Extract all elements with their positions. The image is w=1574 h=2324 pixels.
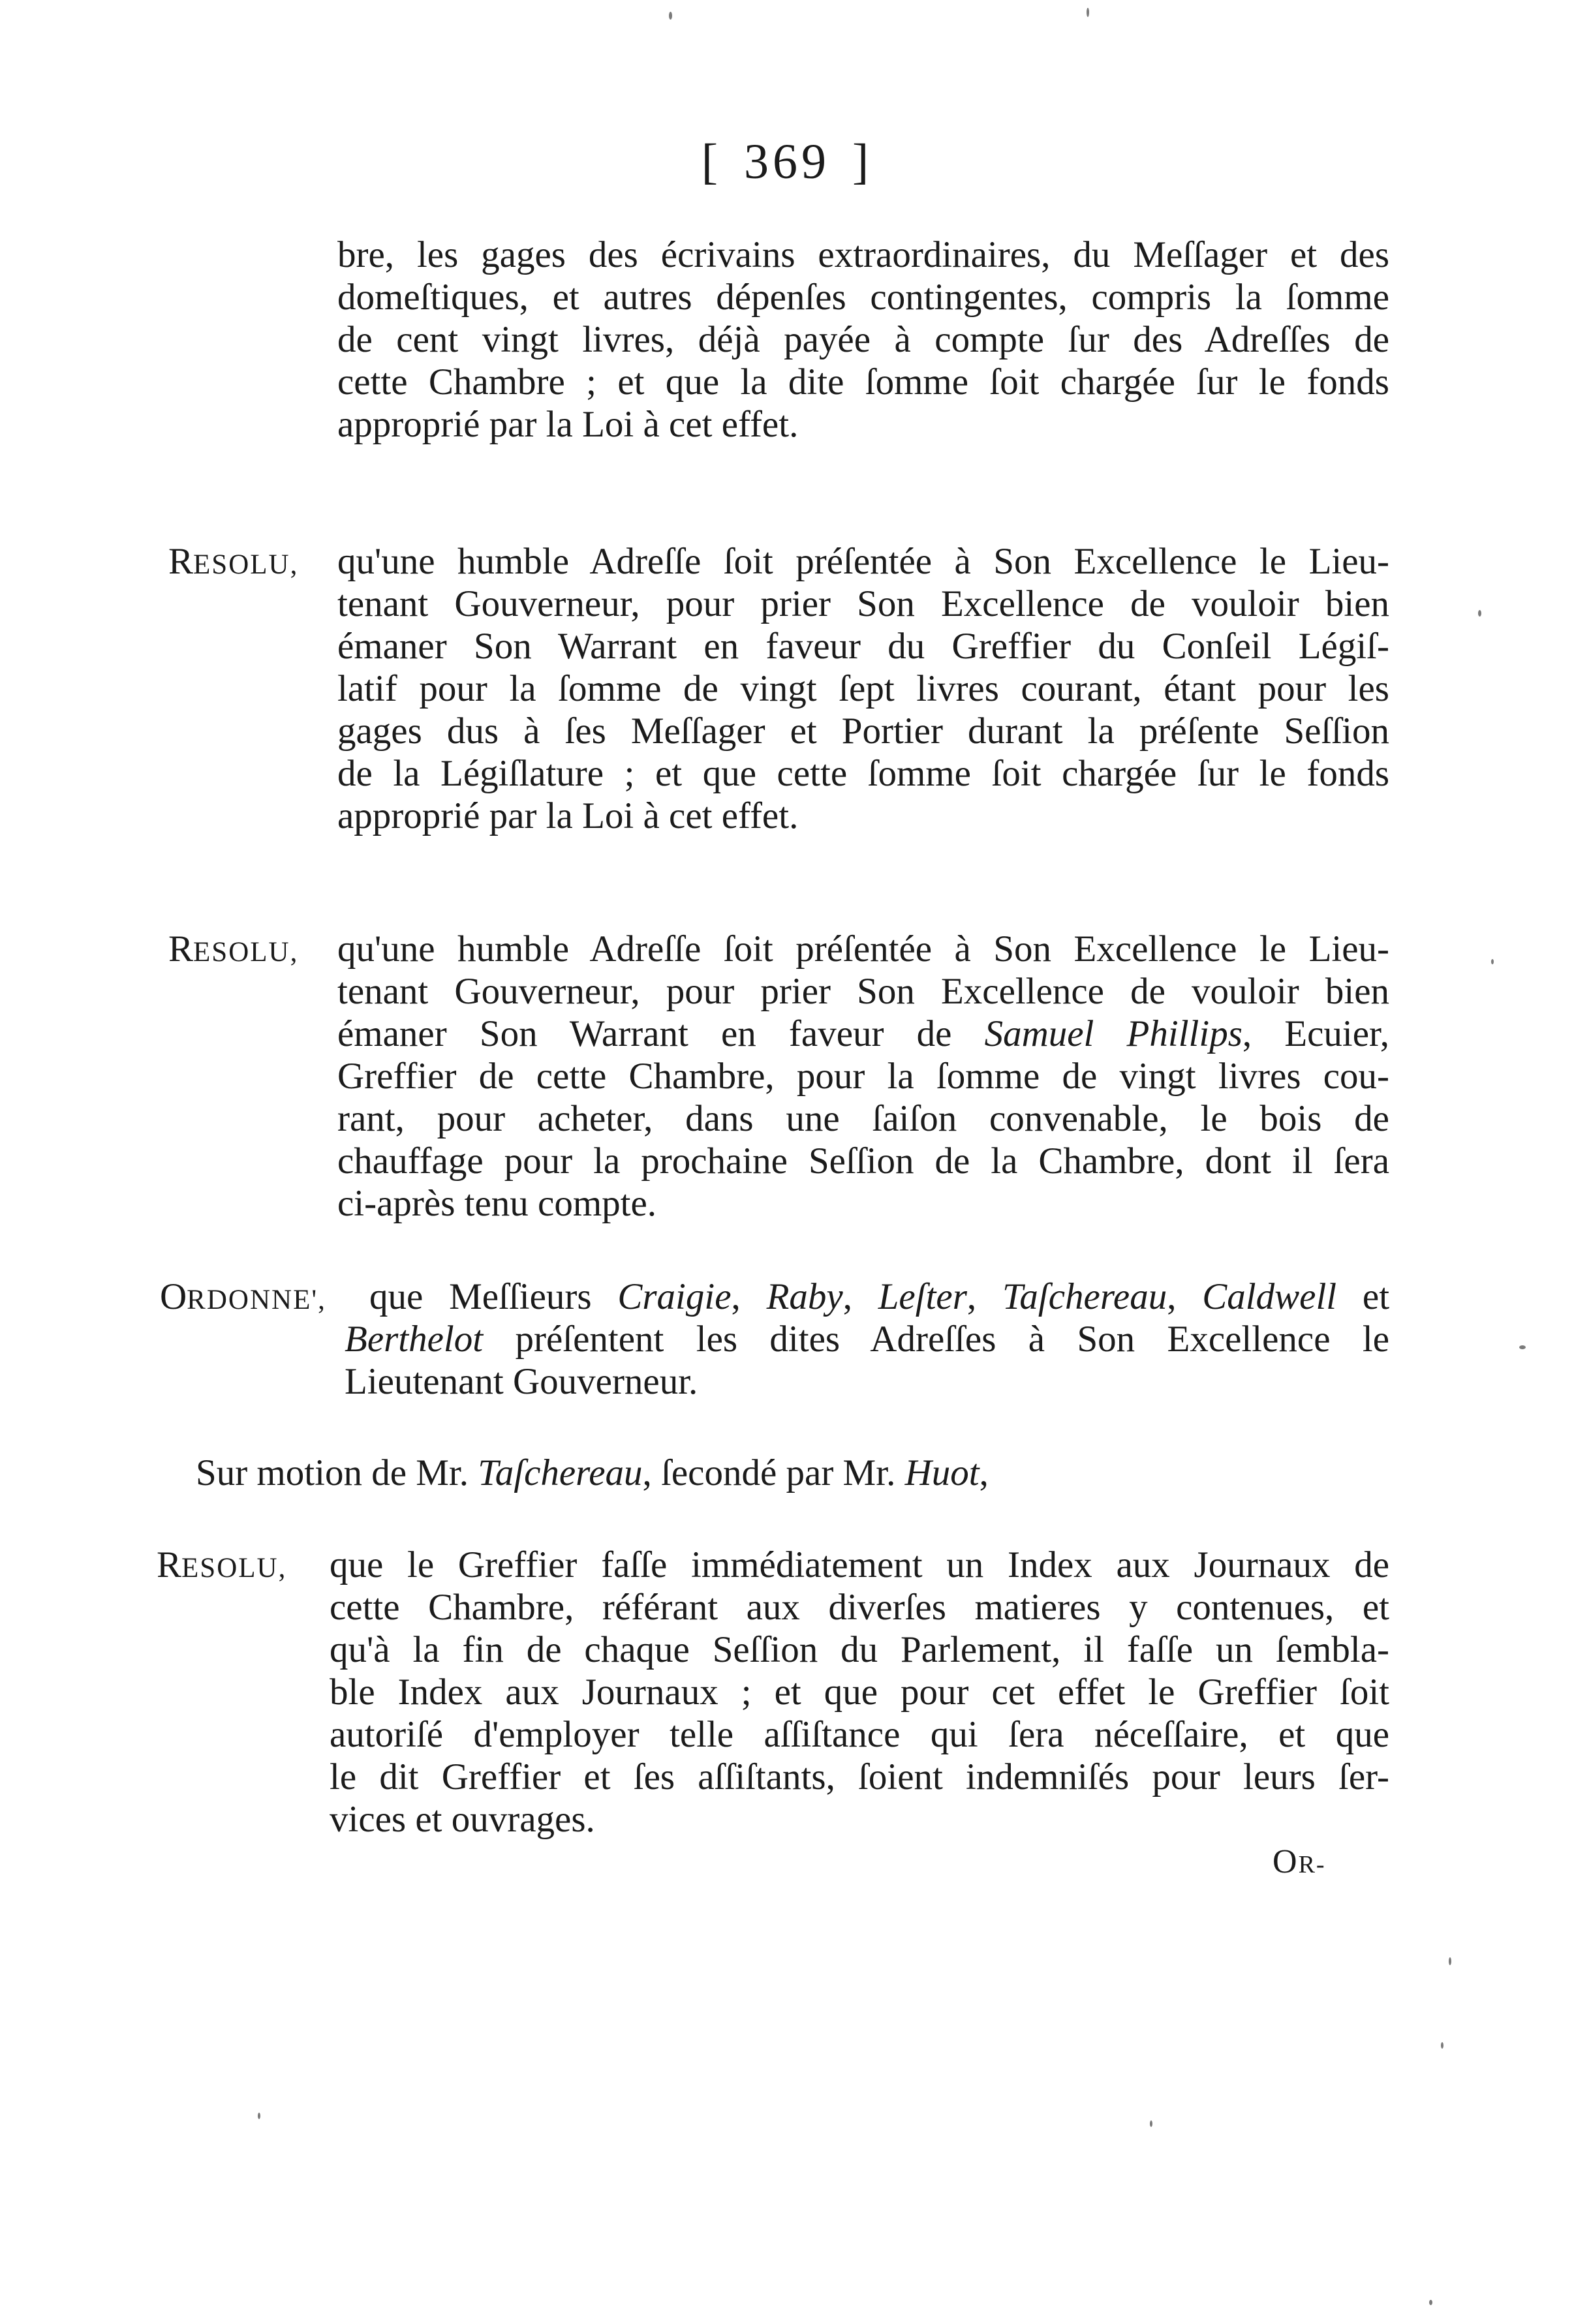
paper-speck: [1491, 959, 1494, 964]
order-line-1: [369, 1276, 1389, 1318]
text-line: autoriſé d'employer telle aſſiſtance qui ſera néceſſaire, et que: [330, 1714, 1389, 1755]
text-line: Lieutenant Gouverneur.: [345, 1361, 698, 1402]
text-line: Berthelot préſentent les dites Adreſſes à Son Excellence le: [345, 1319, 1389, 1360]
person-name: Taſchereau: [1002, 1276, 1167, 1317]
paper-speck: [258, 2113, 260, 2119]
order-paragraph: [345, 1318, 1389, 1403]
continuation-paragraph: [337, 234, 1389, 446]
paper-speck: [1449, 1957, 1451, 1965]
text-line: qu'une humble Adreſſe ſoit préſentée à Son Excellence le Lieu-: [337, 928, 1389, 970]
text-line: ci-après tenu compte.: [337, 1183, 657, 1224]
text-line: cette Chambre, référant aux diverſes matieres y contenues, et: [330, 1587, 1389, 1628]
motion-line: Sur motion de Mr. Taſchereau, ſecondé par Mr. Huot,: [196, 1452, 989, 1493]
paper-speck: [1429, 2300, 1432, 2305]
person-name: Berthelot: [345, 1319, 484, 1360]
text-line: qu'à la fin de chaque Seſſion du Parlement, il faſſe un ſembla-: [330, 1629, 1389, 1670]
text-line: approprié par la Loi à cet effet.: [337, 795, 799, 836]
text-line: ble Index aux Journaux ; et que pour cet effet le Greffier ſoit: [330, 1672, 1389, 1713]
person-name: Caldwell: [1202, 1276, 1337, 1317]
resolution-2-paragraph: [337, 928, 1389, 1225]
page-number: [0, 134, 1574, 191]
resolution-label: RESOLU,: [168, 928, 299, 970]
resolution-label: RESOLU,: [168, 541, 299, 582]
person-name: Huot: [904, 1452, 980, 1493]
text-line: le dit Greffier et ſes aſſiſtants, ſoient indemniſés pour leurs ſer-: [330, 1756, 1389, 1797]
person-name: Leſter: [878, 1276, 967, 1317]
person-name: Raby: [766, 1276, 843, 1317]
paper-speck: [1087, 8, 1089, 17]
text-line: émaner Son Warrant en faveur de Samuel Phillips, Ecuier,: [337, 1013, 1389, 1054]
text-line: émaner Son Warrant en faveur du Greffier du Conſeil Légiſ-: [337, 626, 1389, 667]
page-number-value: 369: [744, 134, 830, 189]
resolution-label: RESOLU,: [157, 1544, 287, 1585]
text-line: vices et ouvrages.: [330, 1799, 595, 1840]
text-line: qu'une humble Adreſſe ſoit préſentée à Son Excellence le Lieu-: [337, 541, 1389, 582]
paper-speck: [1478, 610, 1481, 617]
text-line: que Meſſieurs Craigie, Raby, Leſter, Taſchereau, Caldwell et: [369, 1276, 1390, 1317]
text-line: gages dus à ſes Meſſager et Portier durant la préſente Seſſion: [337, 711, 1389, 752]
bracket-close: ]: [852, 134, 873, 189]
resolution-1-paragraph: [337, 540, 1389, 837]
bracket-open: [: [701, 134, 722, 189]
text-line: approprié par la Loi à cet effet.: [337, 404, 799, 445]
paper-speck: [1519, 1345, 1526, 1349]
text-line: de la Légiſlature ; et que cette ſomme ſoit chargée ſur le fonds: [337, 753, 1389, 794]
text-line: tenant Gouverneur, pour prier Son Excellence de vouloir bien: [337, 971, 1389, 1012]
person-name: Taſchereau: [478, 1452, 643, 1493]
order-label: ORDONNE',: [160, 1276, 326, 1317]
text-line: domeſtiques, et autres dépenſes contingentes, compris la ſomme: [337, 277, 1389, 318]
paper-speck: [1150, 2120, 1152, 2127]
paper-speck: [669, 12, 672, 20]
catchword: OR-: [1273, 1843, 1326, 1880]
text-line: tenant Gouverneur, pour prier Son Excellence de vouloir bien: [337, 583, 1389, 624]
text-line: latif pour la ſomme de vingt ſept livres courant, étant pour les: [337, 668, 1389, 709]
paper-speck: [1441, 2042, 1443, 2049]
text-line: cette Chambre ; et que la dite ſomme ſoit chargée ſur le fonds: [337, 361, 1389, 403]
text-line: que le Greffier faſſe immédiatement un Index aux Journaux de: [330, 1544, 1389, 1585]
resolution-3-paragraph: [330, 1544, 1389, 1841]
text-line: chauffage pour la prochaine Seſſion de la Chambre, dont il ſera: [337, 1140, 1389, 1182]
text-line: Greffier de cette Chambre, pour la ſomme de vingt livres cou-: [337, 1056, 1389, 1097]
text-line: de cent vingt livres, déjà payée à compte ſur des Adreſſes de: [337, 319, 1389, 360]
person-name: Craigie: [617, 1276, 732, 1317]
person-name: Samuel Phillips: [984, 1013, 1242, 1054]
text-line: bre, les gages des écrivains extraordinaires, du Meſſager et des: [337, 234, 1389, 275]
text-line: rant, pour acheter, dans une ſaiſon convenable, le bois de: [337, 1098, 1389, 1139]
